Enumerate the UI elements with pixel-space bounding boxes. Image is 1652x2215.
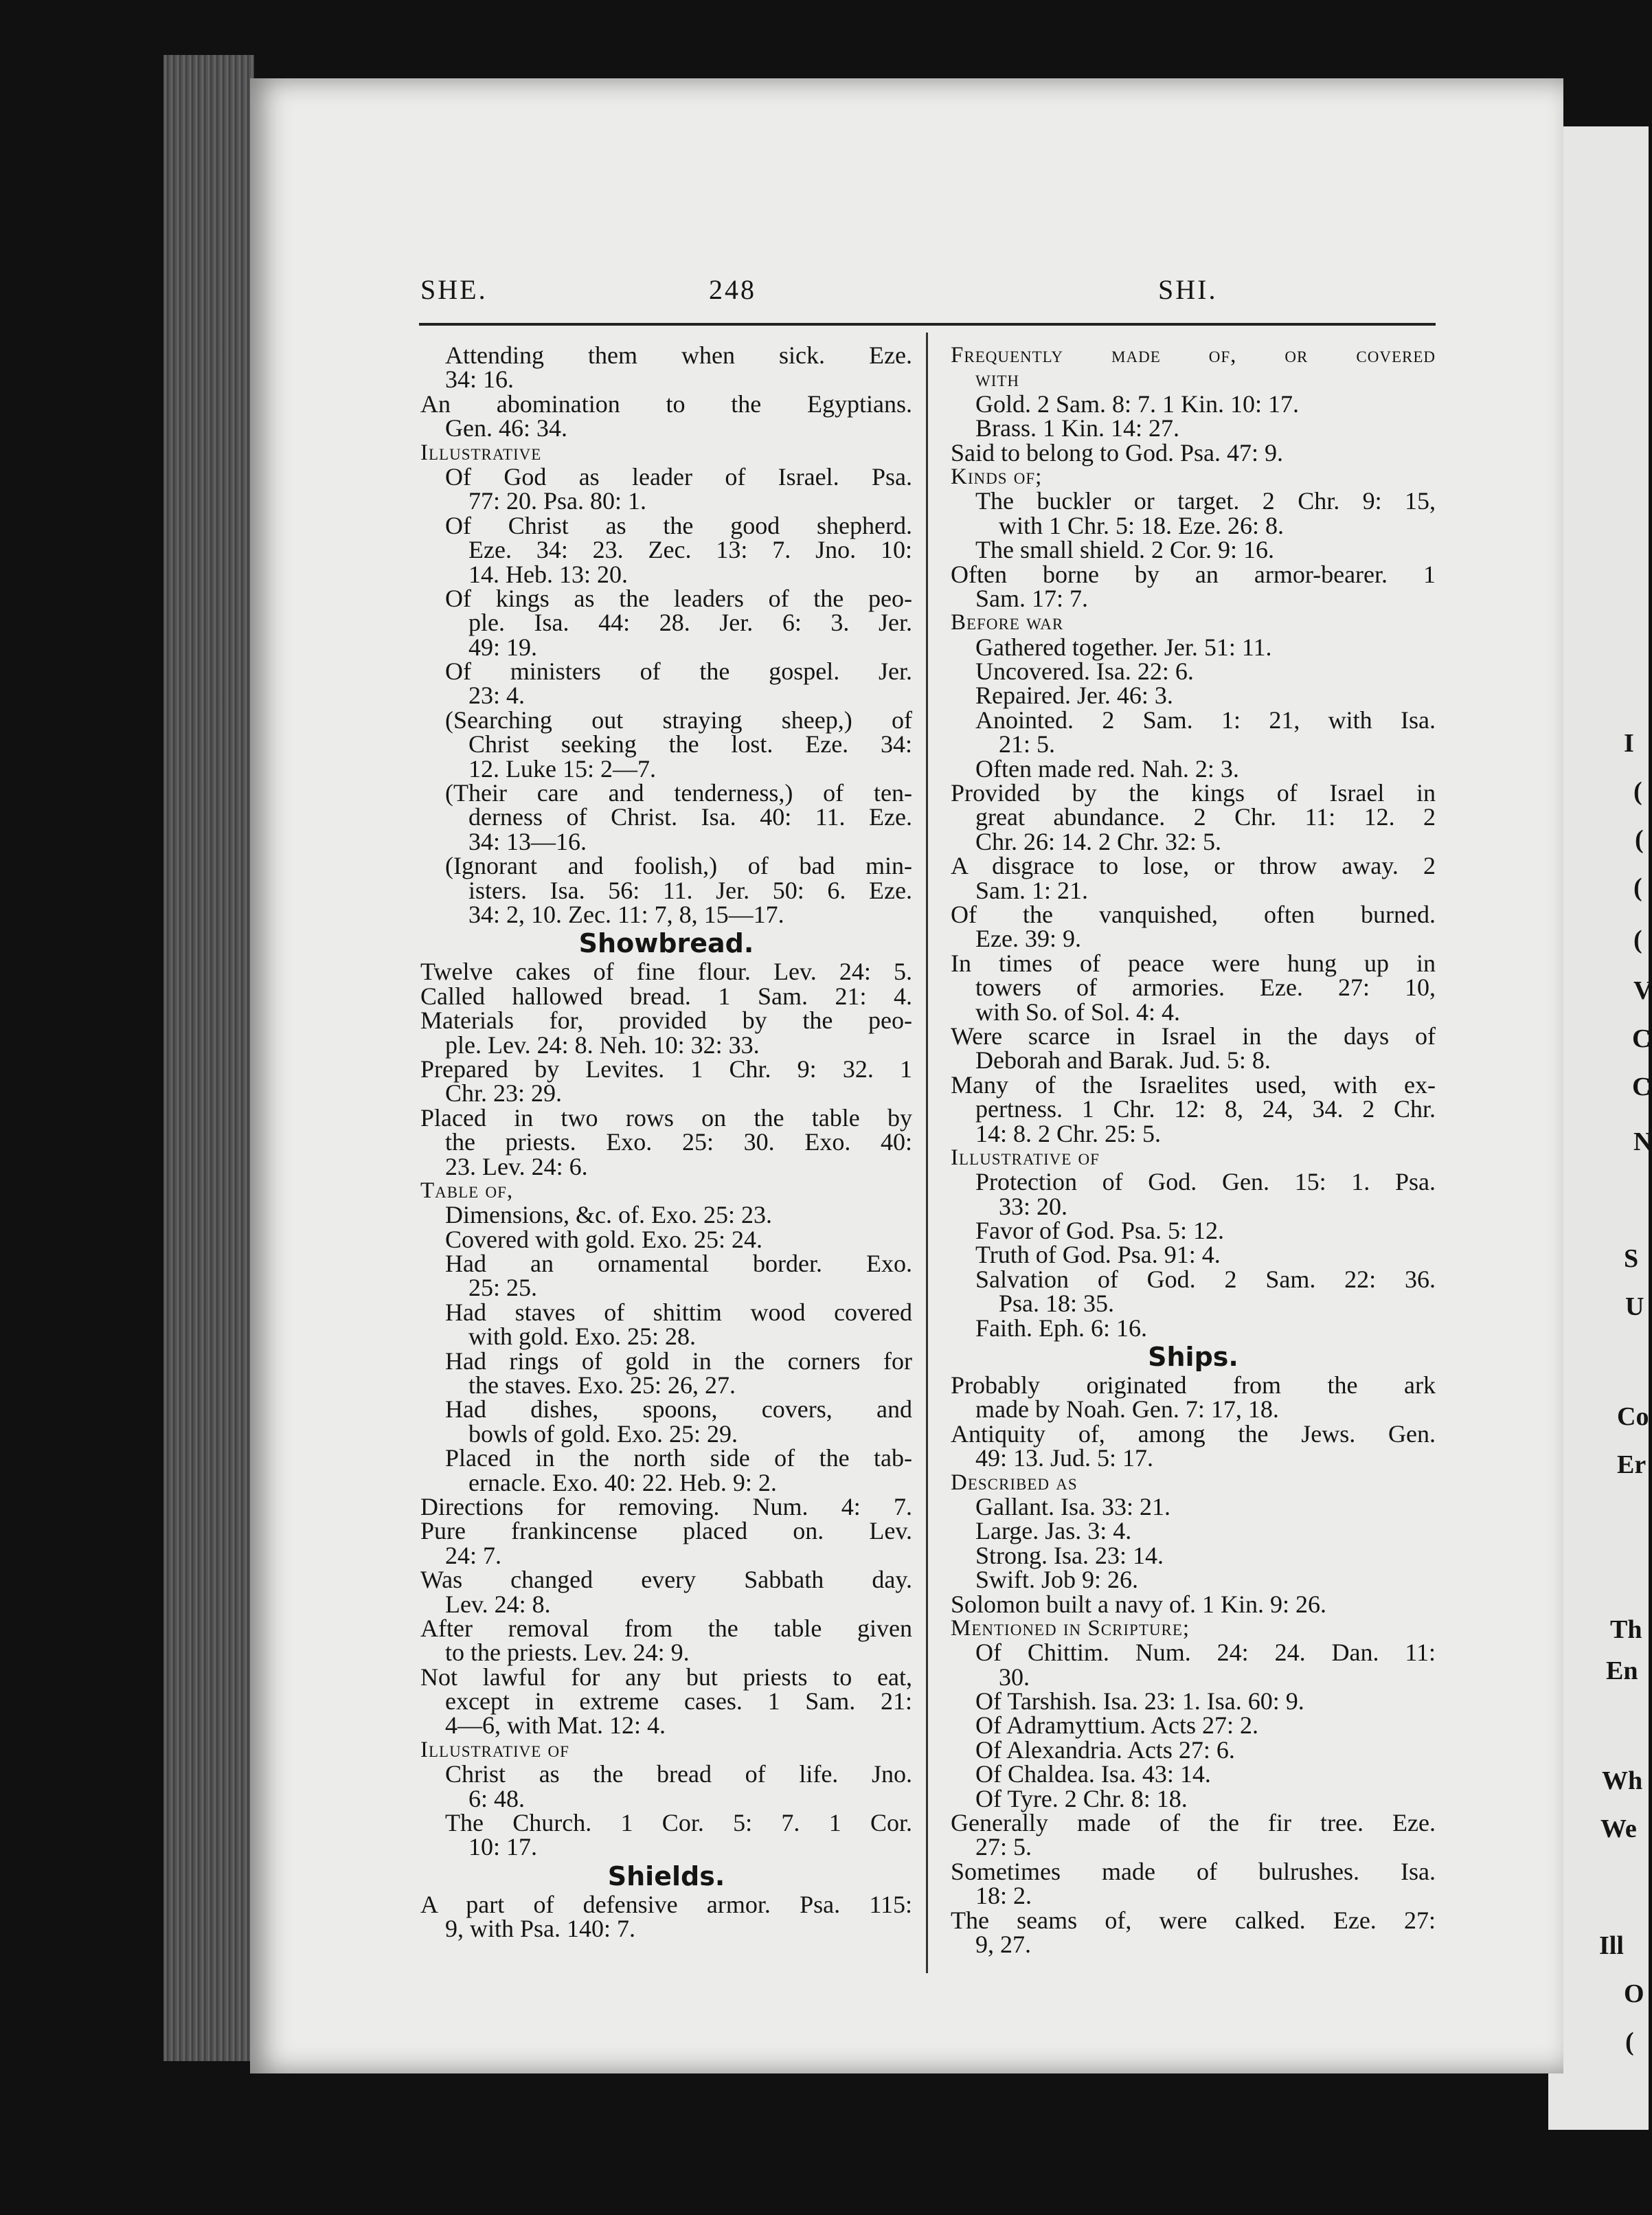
entry-line: 33: 20. <box>999 1192 1068 1220</box>
entry-line: 27: 5. <box>975 1833 1032 1861</box>
book-page-edges <box>163 55 254 2061</box>
entry-line: Large. Jas. 3: 4. <box>975 1517 1132 1545</box>
entry-line: Of Tarshish. Isa. 23: 1. Isa. 60: 9. <box>975 1687 1304 1716</box>
entry-line: In times of peace were hung up in <box>951 949 1436 977</box>
facing-page-fragment: U <box>1625 1292 1644 1321</box>
entry-line: 34: 16. <box>445 366 514 394</box>
entry-line: Dimensions, &c. of. Exo. 25: 23. <box>445 1201 772 1229</box>
entry-line: The small shield. 2 Cor. 9: 16. <box>975 536 1274 564</box>
entry-line: 21: 5. <box>999 730 1056 758</box>
entry-line: Of Adramyttium. Acts 27: 2. <box>975 1711 1258 1740</box>
entry-line: 77: 20. Psa. 80: 1. <box>468 487 647 515</box>
entry-line: Of the vanquished, often burned. <box>951 900 1436 928</box>
entry-line: towers of armories. Eze. 27: 10, <box>975 974 1436 1002</box>
entry-line: Favor of God. Psa. 5: 12. <box>975 1217 1224 1245</box>
entry-line: After removal from the table given <box>420 1614 912 1642</box>
entry-line: 23: 4. <box>468 682 525 710</box>
entry-line: Had dishes, spoons, covers, and <box>445 1395 912 1424</box>
entry-line: Called hallowed bread. 1 Sam. 21: 4. <box>420 982 912 1010</box>
facing-page-fragment: O <box>1624 1979 1644 2008</box>
subheading-line: Illustrative of <box>951 1145 1100 1170</box>
facing-page-fragment: ( <box>1633 925 1642 954</box>
entry-line: The Church. 1 Cor. 5: 7. 1 Cor. <box>445 1809 912 1837</box>
entry-line: Deborah and Barak. Jud. 5: 8. <box>975 1046 1271 1075</box>
column-divider <box>926 333 928 1973</box>
entry-line: Eze. 34: 23. Zec. 13: 7. Jno. 10: <box>468 536 912 564</box>
entry-line: 9, with Psa. 140: 7. <box>445 1915 636 1943</box>
entry-line: 4—6, with Mat. 12: 4. <box>445 1711 666 1740</box>
entry-line: ple. Lev. 24: 8. Neh. 10: 32: 33. <box>445 1031 760 1059</box>
entry-line: Protection of God. Gen. 15: 1. Psa. <box>975 1168 1436 1196</box>
entry-line: Repaired. Jer. 46: 3. <box>975 682 1173 710</box>
entry-line: Covered with gold. Exo. 25: 24. <box>445 1225 762 1253</box>
facing-page-fragment: S <box>1624 1244 1639 1273</box>
entry-line: 34: 2, 10. Zec. 11: 7, 8, 15—17. <box>468 900 784 928</box>
entry-line: Christ as the bread of life. Jno. <box>445 1760 912 1788</box>
entry-line: Salvation of God. 2 Sam. 22: 36. <box>975 1265 1436 1293</box>
entry-line: Truth of God. Psa. 91: 4. <box>975 1241 1221 1269</box>
entry-line: 49: 13. Jud. 5: 17. <box>975 1444 1154 1472</box>
facing-page-fragment: C <box>1632 1072 1651 1101</box>
entry-line: Swift. Job 9: 26. <box>975 1566 1139 1594</box>
entry-line: Psa. 18: 35. <box>999 1290 1115 1318</box>
entry-line: Were scarce in Israel in the days of <box>951 1022 1436 1050</box>
subheading-line: with <box>975 367 1020 392</box>
section-heading: Showbread. <box>578 928 754 959</box>
entry-line: the priests. Exo. 25: 30. Exo. 40: <box>445 1128 912 1156</box>
header-rule <box>419 323 1436 326</box>
facing-page-fragment: Th <box>1610 1615 1642 1644</box>
entry-line: 24: 7. <box>445 1541 502 1569</box>
entry-line: Of God as leader of Israel. Psa. <box>445 462 912 491</box>
entry-line: with So. of Sol. 4: 4. <box>975 998 1181 1026</box>
entry-line: The buckler or target. 2 Chr. 9: 15, <box>975 487 1436 515</box>
entry-line: 30. <box>999 1663 1030 1691</box>
entry-line: Pure frankincense placed on. Lev. <box>420 1517 912 1545</box>
entry-line: Materials for, provided by the peo- <box>420 1007 912 1035</box>
entry-line: Chr. 23: 29. <box>445 1079 563 1108</box>
entry-line: Sometimes made of bulrushes. Isa. <box>951 1857 1436 1885</box>
entry-line: Placed in the north side of the tab- <box>445 1444 912 1472</box>
subheading-line: Described as <box>951 1470 1078 1495</box>
entry-line: Had staves of shittim wood covered <box>445 1298 912 1326</box>
entry-line: A part of defensive armor. Psa. 115: <box>420 1890 912 1918</box>
entry-line: Anointed. 2 Sam. 1: 21, with Isa. <box>975 706 1436 734</box>
entry-line: Christ seeking the lost. Eze. 34: <box>468 730 912 758</box>
entry-line: Prepared by Levites. 1 Chr. 9: 32. 1 <box>420 1055 912 1083</box>
entry-line: ple. Isa. 44: 28. Jer. 6: 3. Jer. <box>468 609 912 637</box>
facing-page-fragment: We <box>1600 1814 1637 1843</box>
entry-line: Gathered together. Jer. 51: 11. <box>975 633 1272 661</box>
entry-line: derness of Christ. Isa. 40: 11. Eze. <box>468 803 912 831</box>
entry-line: Often made red. Nah. 2: 3. <box>975 754 1239 783</box>
entry-line: with 1 Chr. 5: 18. Eze. 26: 8. <box>999 511 1284 539</box>
entry-line: 9, 27. <box>975 1931 1031 1958</box>
entry-line: Probably originated from the ark <box>951 1371 1436 1399</box>
facing-page-fragment: Co <box>1617 1402 1649 1431</box>
entry-line: 25: 25. <box>468 1274 538 1302</box>
subheading-line: Mentioned in Scripture; <box>951 1615 1190 1641</box>
entry-line: 49: 19. <box>468 633 538 661</box>
entry-line: pertness. 1 Chr. 12: 8, 24, 34. 2 Chr. <box>975 1095 1436 1123</box>
entry-line: Uncovered. Isa. 22: 6. <box>975 657 1194 686</box>
entry-line: (Ignorant and foolish,) of bad min- <box>445 852 912 880</box>
subheading-line: Illustrative <box>420 440 542 465</box>
entry-line: Of kings as the leaders of the peo- <box>445 584 912 612</box>
entry-line: Brass. 1 Kin. 14: 27. <box>975 414 1179 442</box>
subheading-line: Kinds of; <box>951 464 1043 489</box>
entry-line: Had an ornamental border. Exo. <box>445 1250 912 1278</box>
facing-page-fragment: Wh <box>1602 1766 1643 1795</box>
entry-line: except in extreme cases. 1 Sam. 21: <box>445 1687 912 1716</box>
entry-line: 34: 13—16. <box>468 827 587 855</box>
entry-line: Solomon built a navy of. 1 Kin. 9: 26. <box>951 1590 1326 1618</box>
entry-line: Sam. 17: 7. <box>975 584 1089 612</box>
entry-line: Had rings of gold in the corners for <box>445 1347 912 1375</box>
facing-page-fragment: V <box>1633 976 1652 1005</box>
entry-line: Twelve cakes of fine flour. Lev. 24: 5. <box>420 958 912 986</box>
entry-line: Directions for removing. Num. 4: 7. <box>420 1492 912 1520</box>
left-column <box>420 341 912 1943</box>
entry-line: (Their care and tenderness,) of ten- <box>445 779 912 807</box>
section-heading: Shields. <box>607 1860 725 1891</box>
facing-page-fragment: I <box>1624 729 1634 758</box>
subheading-line: Illustrative of <box>420 1737 569 1762</box>
entry-line: Chr. 26: 14. 2 Chr. 32: 5. <box>975 827 1222 855</box>
subheading-line: Table of, <box>420 1178 514 1203</box>
entry-line: Attending them when sick. Eze. <box>445 341 912 369</box>
right-column <box>951 344 1436 1957</box>
page-header <box>420 273 1437 308</box>
entry-line: Eze. 39: 9. <box>975 925 1081 953</box>
entry-line: ernacle. Exo. 40: 22. Heb. 9: 2. <box>468 1468 777 1496</box>
entry-line: bowls of gold. Exo. 25: 29. <box>468 1419 738 1448</box>
entry-line: Of Chittim. Num. 24: 24. Dan. 11: <box>975 1639 1436 1667</box>
entry-line: Not lawful for any but priests to eat, <box>420 1663 912 1691</box>
entry-line: Of Chaldea. Isa. 43: 14. <box>975 1760 1211 1788</box>
header-right-guide-word: SHI. <box>1158 274 1218 305</box>
entry-line: Was changed every Sabbath day. <box>420 1566 912 1594</box>
entry-line: made by Noah. Gen. 7: 17, 18. <box>975 1395 1279 1424</box>
entry-line: A disgrace to lose, or throw away. 2 <box>951 852 1436 880</box>
subheading-line: Before war <box>951 610 1064 636</box>
entry-line: Many of the Israelites used, with ex- <box>951 1070 1436 1099</box>
entry-line: Placed in two rows on the table by <box>420 1103 912 1132</box>
entry-line: Gallant. Isa. 33: 21. <box>975 1492 1170 1520</box>
entry-line: Gen. 46: 34. <box>445 414 567 442</box>
facing-page-fragment: ( <box>1633 777 1642 806</box>
entry-line: (Searching out straying sheep,) of <box>445 706 912 734</box>
entry-line: Strong. Isa. 23: 14. <box>975 1541 1164 1569</box>
entry-line: Of Christ as the good shepherd. <box>445 511 912 539</box>
entry-line: isters. Isa. 56: 11. Jer. 50: 6. Eze. <box>468 876 912 904</box>
facing-page-fragment: Ill <box>1599 1931 1624 1960</box>
header-left-guide-word: SHE. <box>420 274 488 305</box>
entry-line: Of Alexandria. Acts 27: 6. <box>975 1735 1235 1764</box>
facing-page-fragment: Er <box>1617 1450 1647 1479</box>
entry-line: Generally made of the fir tree. Eze. <box>951 1809 1436 1837</box>
entry-line: with gold. Exo. 25: 28. <box>468 1323 696 1351</box>
entry-line: Provided by the kings of Israel in <box>951 779 1436 807</box>
entry-line: 12. Luke 15: 2—7. <box>468 754 656 783</box>
entry-line: Of ministers of the gospel. Jer. <box>445 657 912 686</box>
entry-line: 18: 2. <box>975 1882 1032 1910</box>
facing-page-fragment: N <box>1633 1127 1652 1156</box>
entry-line: Of Tyre. 2 Chr. 8: 18. <box>975 1784 1188 1812</box>
entry-line: to the priests. Lev. 24: 9. <box>445 1639 690 1667</box>
entry-line: great abundance. 2 Chr. 11: 12. 2 <box>975 803 1436 831</box>
entry-line: Said to belong to God. Psa. 47: 9. <box>951 438 1283 466</box>
entry-line: Often borne by an armor-bearer. 1 <box>951 560 1436 588</box>
entry-line: An abomination to the Egyptians. <box>420 390 912 418</box>
entry-line: 14. Heb. 13: 20. <box>468 560 628 588</box>
entry-line: 6: 48. <box>468 1784 525 1812</box>
entry-line: 14: 8. 2 Chr. 25: 5. <box>975 1119 1162 1147</box>
facing-page-fragment: ( <box>1625 2027 1634 2056</box>
entry-line: Lev. 24: 8. <box>445 1590 551 1618</box>
facing-page-fragment: ( <box>1635 825 1644 854</box>
entry-line: The seams of, were calked. Eze. 27: <box>951 1906 1436 1934</box>
entry-line: 23. Lev. 24: 6. <box>445 1152 588 1180</box>
entry-line: the staves. Exo. 25: 26, 27. <box>468 1371 736 1399</box>
section-heading: Ships. <box>1148 1342 1238 1373</box>
entry-line: 10: 17. <box>468 1833 538 1861</box>
page-number: 248 <box>709 274 756 305</box>
entry-line: Sam. 1: 21. <box>975 876 1089 904</box>
subheading-line: Frequently made of, or covered <box>951 343 1436 368</box>
entry-line: Antiquity of, among the Jews. Gen. <box>951 1419 1436 1448</box>
facing-page-fragment: ( <box>1633 873 1642 902</box>
facing-page-fragment: C <box>1632 1024 1651 1053</box>
entry-line: Gold. 2 Sam. 8: 7. 1 Kin. 10: 17. <box>975 390 1300 418</box>
entry-line: Faith. Eph. 6: 16. <box>975 1314 1147 1342</box>
facing-page-fragment: En <box>1606 1656 1638 1685</box>
